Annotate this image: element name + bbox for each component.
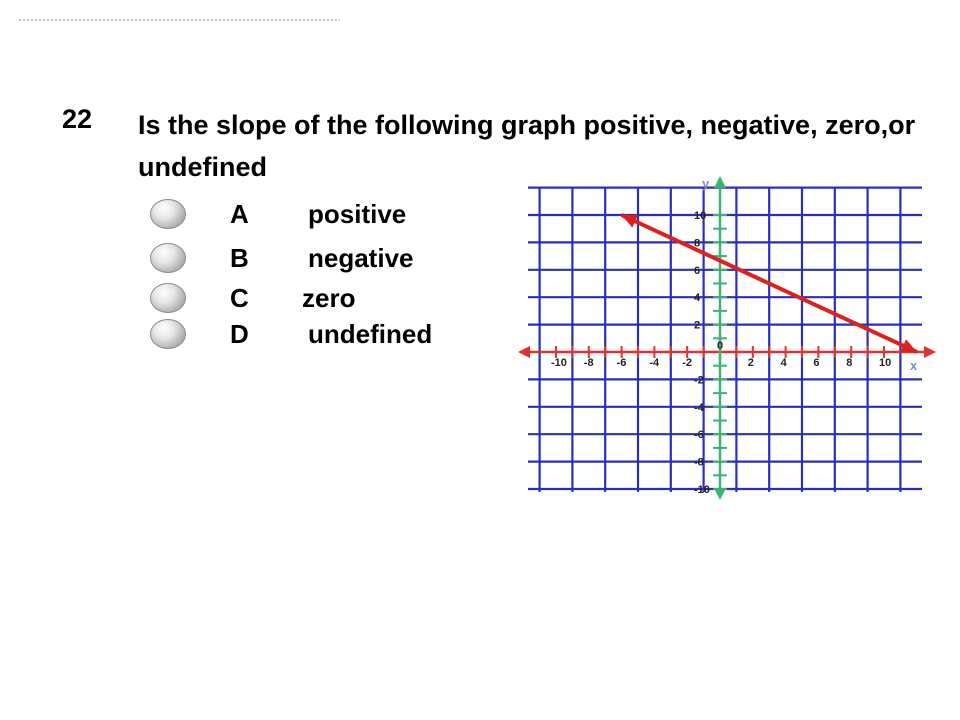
y-tick-label: 4 <box>694 292 701 305</box>
option-c-letter: C <box>230 283 249 313</box>
x-tick-label: 4 <box>780 357 787 369</box>
radio-button-a[interactable] <box>150 199 186 229</box>
y-tick-label: 6 <box>694 264 701 277</box>
y-tick-label: -6 <box>694 429 704 442</box>
x-axis-label: x <box>910 358 918 373</box>
x-tick-label: 0 <box>717 340 724 352</box>
question-text: Is the slope of the following graph positive, negative, zero,or undefined <box>138 110 916 182</box>
option-c[interactable] <box>150 280 480 316</box>
y-tick-label: 8 <box>694 237 701 250</box>
option-a-letter: A <box>230 199 249 229</box>
y-tick-label: -2 <box>694 374 704 387</box>
x-axis-arrow-right <box>924 346 936 358</box>
option-b-letter: B <box>230 243 249 273</box>
x-axis-arrow-left <box>518 346 530 358</box>
y-tick-label: 10 <box>694 210 707 222</box>
y-axis-arrow-top <box>714 176 726 188</box>
option-d-letter: D <box>230 319 249 349</box>
option-a-label: positive <box>308 199 407 229</box>
x-tick-label: 2 <box>747 357 754 369</box>
y-tick-label: -10 <box>694 484 710 496</box>
option-b[interactable] <box>150 240 480 276</box>
x-tick-label: -6 <box>616 357 627 369</box>
option-a[interactable] <box>150 196 480 232</box>
radio-button-b[interactable] <box>150 243 186 273</box>
option-b-label: negative <box>308 243 414 273</box>
x-tick-label: -4 <box>649 357 660 369</box>
coordinate-graph <box>510 168 950 504</box>
top-dotted-rule <box>18 18 340 22</box>
x-tick-label: -2 <box>682 357 692 369</box>
y-tick-label: -8 <box>694 456 704 469</box>
x-tick-label: -8 <box>583 357 594 369</box>
x-tick-label: 8 <box>846 357 853 369</box>
y-tick-label: 2 <box>694 319 701 332</box>
radio-button-d[interactable] <box>150 319 186 349</box>
question-number: 22 <box>62 104 93 134</box>
x-tick-label: -10 <box>551 357 567 369</box>
radio-button-c[interactable] <box>150 283 186 313</box>
axes <box>518 176 936 500</box>
option-d-label: undefined <box>308 319 433 349</box>
option-c-label: zero <box>302 283 356 313</box>
x-tick-label: 10 <box>879 357 892 369</box>
grid-lines <box>528 188 922 492</box>
y-tick-label: -4 <box>694 401 704 414</box>
x-tick-label: 6 <box>813 357 820 369</box>
y-axis-label: y <box>702 176 710 191</box>
option-d[interactable] <box>150 316 480 352</box>
